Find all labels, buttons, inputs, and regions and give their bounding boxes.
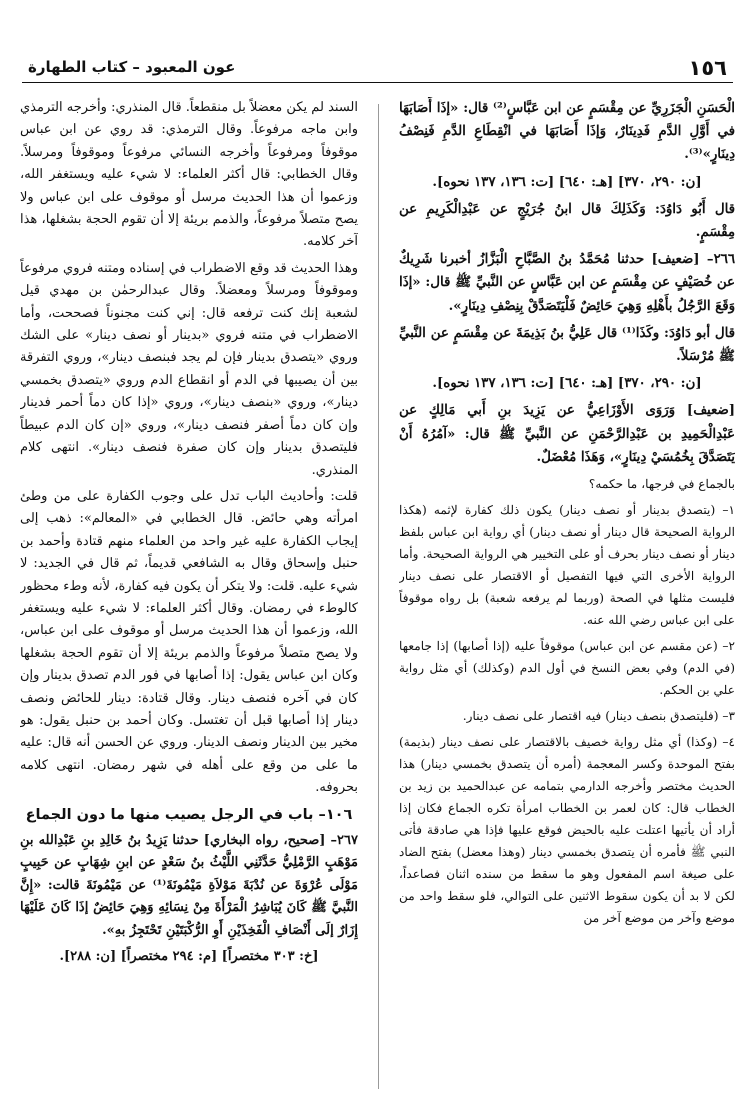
running-title: عون المعبود – كتاب الطهارة xyxy=(28,58,236,76)
reference-line: [ن: ٢٩٠، ٣٧٠] [هـ: ٦٤٠] [ت: ١٣٦، ١٣٧ نحوه]. xyxy=(432,376,702,392)
chapter-heading: ١٠٦– باب في الرجل يصيب منها ما دون الجماع xyxy=(25,806,353,823)
footnote: ٣– (فليتصدق بنصف دينار) فيه اقتصار على نصف دينار. xyxy=(462,709,735,724)
commentary-paragraph: السند لم يكن معضلاً بل منقطعاً. قال المنذري: وأخرجه الترمذي وابن ماجه مرفوعاً. وقال الترمذي: قد روي عن ابن عباس موقوفاً ومرفوعاً وأخرجه النسائي مرفوعاً وموقوفاً ومرسلاً. وقال الخطابي: قال أكثر العلماء: لا شيء عليه ويستغفر الله، وزعموا أن هذا الحديث مرسل أو موقوف على ابن عباس ولا يصح متصلاً مرفوعاً، والذمم بريئة إلا أن تقوم الحجة بشغلها، هذا آخر كلامه. xyxy=(20,100,358,250)
hadith-text: ٢٦٦– [ضعيف] حدثنا مُحَمَّدُ بنُ الصَّبَّاحِ الْبَزَّازُ أخبرنا شَرِيكٌ عن خُصَيْفٍ عن مِقْسَمٍ عن ابن عَبَّاسٍ عن النَّبيِّ ﷺ قال: «إذَا وَقَعَ الرَّجُلُ بأَهْلِهِ وَهِيَ حَائِضٌ فَلْيَتَصَدَّقْ بِنِصْفِ دِينَارٍ». xyxy=(399,252,735,314)
page-header xyxy=(22,52,733,83)
commentary-paragraph: بالجماع في فرجها، ما حكمه؟ xyxy=(588,477,735,492)
footnote: ٢– (عن مقسم عن ابن عباس) موقوفاً عليه (إذا أصابها) إذا جامعها (في الدم) وفي بعض النسخ في أول الدم (وكذلك) أي مثل رواية علي بن الحكم. xyxy=(399,639,735,698)
page-number: ١٥٦ xyxy=(688,56,727,80)
hadith-text: قال أبو دَاوُدَ: وكَذَا⁽¹⁾ قال عَلِيُّ بنُ بَذِيمَةَ عن مِقْسَمٍ عن النَّبيِّ ﷺ مُرْسَلاً. xyxy=(399,325,735,365)
footnote: ١– (يتصدق بدينار أو نصف دينار) يكون ذلك كفارة لإثمه (هكذا الرواية الصحيحة قال دينار أو نصف دينار) أي رواية ابن عباس بلفظ دينار أو نصف دينار بحرف أو على التخيير هي الرواية الصحيحة. وأما الرواية الأخرى التي فيها التفصيل أو الاقتصار على نصف دينار فليست مثلها في الصحة (وربما لم يرفعه شعبة) بل رواه موقوفاً على ابن عباس رضي الله عنه. xyxy=(399,503,735,628)
hadith-text: قال أَبُو دَاوُدَ: وَكَذَلِكَ قال ابنُ جُرَيْجٍ عن عَبْدِالْكَرِيمِ عن مِقْسَمٍ. xyxy=(399,201,735,241)
reference-line: [خ: ٣٠٣ مختصراً] [م: ٢٩٤ مختصراً] [ن: ٢٨٨]. xyxy=(59,949,319,965)
right-column xyxy=(399,97,735,1087)
column-divider xyxy=(378,104,379,1089)
reference-line: [ن: ٢٩٠، ٣٧٠] [هـ: ٦٤٠] [ت: ١٣٦، ١٣٧ نحوه]. xyxy=(432,174,702,190)
hadith-text: [ضعيف] وَرَوَى الأَوْزَاعِيُّ عن يَزِيدَ بنِ أَبي مَالِكٍ عن عَبْدِالْحَمِيدِ بن عَبْدِالرَّحْمَنِ عن النَّبيِّ ﷺ قال: «آمُرُهُ أَنْ يَتَصَدَّقَ بِخُمُسَيْ دِينَارٍ»، وَهَذَا مُعْضَلٌ. xyxy=(399,403,735,465)
commentary-paragraph: وهذا الحديث قد وقع الاضطراب في إسناده ومتنه فروي مرفوعاً وموقوفاً ومرسلاً ومعضلاً. وقال عبدالرحمٰن بن مهدي قيل لشعبة إنك كنت ترفعه قال: إني كنت مجنوناً فصححت، وأما الاضطراب في متنه فروي «بدينار أو نصف دينار» على الشك وروي «يتصدق بدينار فإن لم يجد فبنصف دينار»، وروي التفرقة بين أن يصيبها في الدم أو انقطاع الدم وروي «يتصدق بخمسي دينار»، وروي «بنصف دينار»، وروي «إذا كان دماً أحمر فدينار وإن كان دماً أصفر فنصف دينار»، وروي «إن كان الدم عبيطاً فليتصدق بدينار وإن كان صفرة فنصف دينار». انتهى كلام المنذري. xyxy=(20,260,358,478)
footnote: ٤– (وكذا) أي مثل رواية خصيف بالاقتصار على نصف دينار (بذيمة) بفتح الموحدة وكسر المعجمة (أمره أن يتصدق بخمسي دينار) هذا الحديث مختصر وأخرجه الدارمي بتمامه عن عبدالحميد بن زيد بن الخطاب قال: كان لعمر بن الخطاب امرأة تكره الجماع فكان إذا أراد أن يأتيها اعتلت عليه بالحيض فوقع عليها فإذا هي صادقة فأتى النبي ﷺ فأمره أن يتصدق بخمسي دينار (وهذا معضل) بفتح الضاد على صيغة اسم المفعول وهو ما سقط من سنده اثنان فصاعداً، لكن لا بد أن يكون سقوط الاثنين على التوالي، فلو سقط واحد من موضع وآخر من موضع آخر من xyxy=(399,735,735,926)
hadith-text: الْحَسَنِ الْجَزَرِيِّ عن مِقْسَمٍ عن ابن عَبَّاسٍ⁽²⁾ قال: «إذَا أَصَابَهَا في أَوَّلِ الدَّمِ فَدِينَارٌ، وَإذَا أَصَابَهَا في انْقِطَاعِ الدَّمِ فَنِصْفُ دِينَارٍ»⁽³⁾. xyxy=(399,101,735,163)
hadith-text: ٢٦٧– [صحيح، رواه البخاري] حدثنا يَزِيدُ بنُ خَالِدِ بنِ عَبْدِالله بنِ مَوْهَبٍ الرَّمْلِيُّ حَدَّثَنِي اللَّيْثُ بنُ سَعْدٍ عن ابنِ شِهَابٍ عن حَبِيبٍ مَوْلَى عُرْوَةَ عن نُدْبَةَ مَوْلاَةِ مَيْمُونَةَ⁽¹⁾ عن مَيْمُونَةَ قالت: «إِنَّ النَّبيَّ ﷺ كَانَ يُبَاشِرُ الْمَرْأَةَ مِنْ نِسَائِهِ وَهِيَ حَائِضٌ إذَا كَانَ عَلَيْهَا إِزَارٌ إلَى أَنْصَافِ الْفَخِذَيْنِ أَوِ الرُّكْبَتَيْنِ تَحْتَجِزُ بهِ». xyxy=(20,833,358,938)
commentary-paragraph: قلت: وأحاديث الباب تدل على وجوب الكفارة على من وطئ امرأته وهي حائض. قال الخطابي في «المعالم»: ذهب إلى إيجاب الكفارة عليه غير واحد من العلماء منهم قتادة وأحمد بن حنبل وإسحاق وقال به الشافعي قديماً، ثم قال في الجديد: لا شيء عليه. قلت: ولا يتكر أن يكون فيه كفارة، لأنه وطء محظور كالوطء في رمضان. وقال أكثر العلماء: لا شيء عليه ويستغفر الله، وزعموا أن هذا الحديث مرسل أو موقوف على ابن عباس، ولا يصح متصلاً مرفوعاً والذمم بريئة إلا أن تقوم الحجة بشغلها وكان ابن عباس يقول: إذا أصابها في فور الدم تصدق بدينار وإن كان في آخره فنصف دينار. وقال قتادة: دينار للحائض ونصف دينار إذا أصابها قبل أن تغتسل. وكان أحمد بن حنبل يقول: هو مخير بين الدينار ونصف الدينار. وروي عن الحسن أنه قال: عليه ما على من وقع على أهله في شهر رمضان. انتهى كلامه بحروفه. xyxy=(20,488,358,796)
left-column xyxy=(20,97,358,1087)
